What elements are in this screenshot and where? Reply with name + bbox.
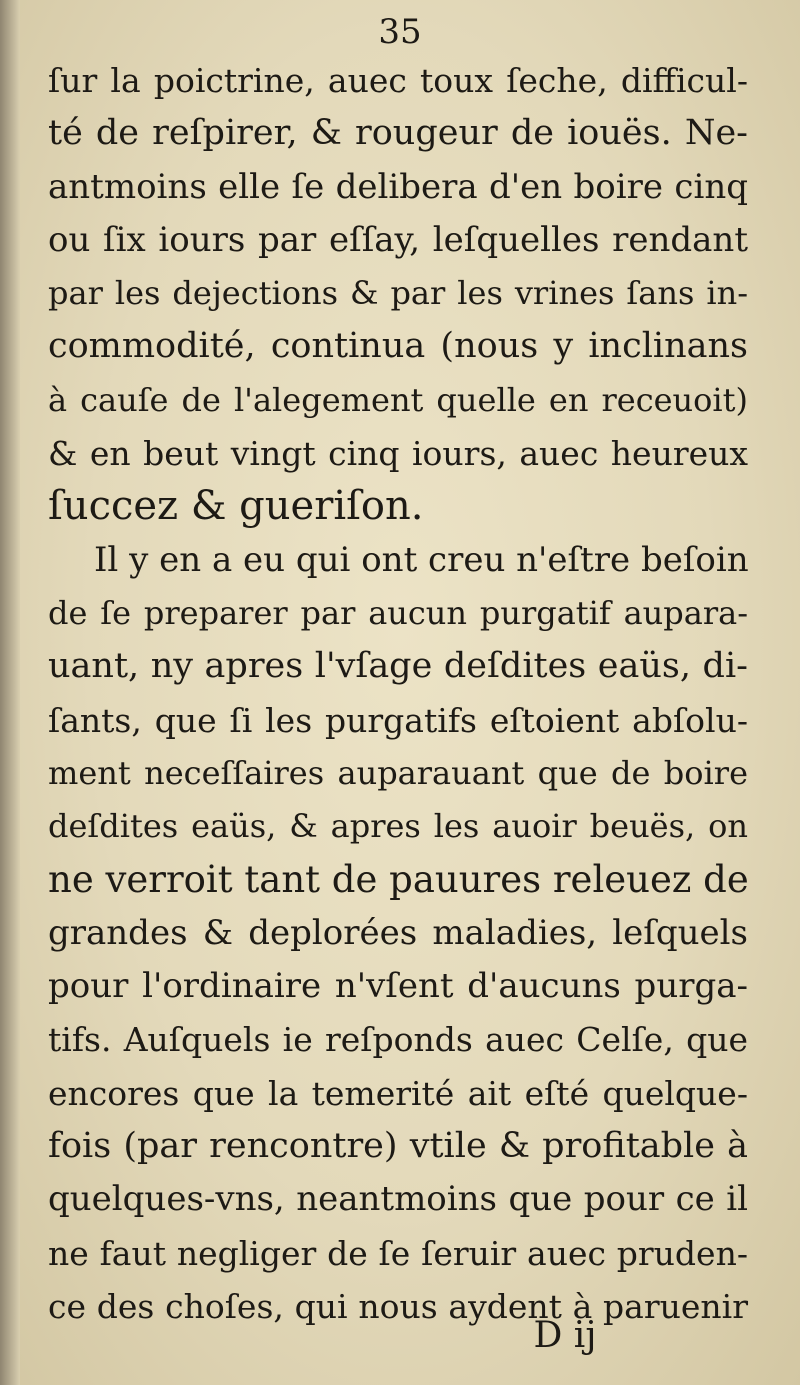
body-text [48, 54, 748, 1333]
text-line: ou ſix iours par eſſay, leſquelles rendant [48, 219, 748, 260]
text-line: par les dejections & par les vrines ſans in- [48, 274, 748, 313]
text-line: deſdites eaüs, & apres les auoir beuës, on [48, 807, 748, 846]
text-line: ce des choſes, qui nous aydent à paruenir [48, 1286, 748, 1326]
paragraph-first-line: Il y en a eu qui ont creu n'eſtre beſoin [94, 539, 749, 580]
text-line: de ſe preparer par aucun purgatif aupara- [48, 593, 748, 632]
text-line: & en beut vingt cinq iours, auec heureux [48, 434, 748, 474]
signature-mark: D ij [533, 1315, 597, 1356]
text-line: ſur la poictrine, auec toux ſeche, difficul- [48, 61, 748, 100]
text-line: quelques-vns, neantmoins que pour ce il [48, 1179, 748, 1220]
text-line: uant, ny apres l'vſage deſdites eaüs, di- [48, 646, 748, 687]
text-line: encores que la temerité ait eſté quelque- [48, 1073, 748, 1113]
text-line: pour l'ordinaire n'vſent d'aucuns purga- [48, 966, 748, 1007]
text-line: ne faut negliger de ſe ſeruir auec pruden- [48, 1233, 748, 1273]
text-line: commodité, continua (nous y inclinans [48, 326, 748, 367]
text-line: ſants, que ſi les purgatifs eſtoient abſolu- [48, 700, 748, 740]
page-gutter-shadow [0, 0, 20, 1385]
text-line: té de reſpirer, & rougeur de iouës. Ne- [48, 113, 748, 154]
text-line: fois (par rencontre) vtile & profitable à [48, 1125, 748, 1166]
text-line: ment neceſſaires auparauant que de boire [48, 753, 748, 792]
text-line: à cauſe de l'alegement quelle en receuoit) [48, 380, 748, 419]
page-number: 35 [378, 12, 422, 52]
text-line: grandes & deplorées maladies, leſquels [48, 912, 748, 953]
text-line: tifs. Auſquels ie reſponds auec Celſe, que [48, 1020, 748, 1060]
text-line: ſuccez & gueriſon. [48, 483, 424, 530]
text-line: ne verroit tant de pauures releuez de [48, 858, 749, 902]
text-line: antmoins elle ſe delibera d'en boire cinq [48, 166, 748, 207]
